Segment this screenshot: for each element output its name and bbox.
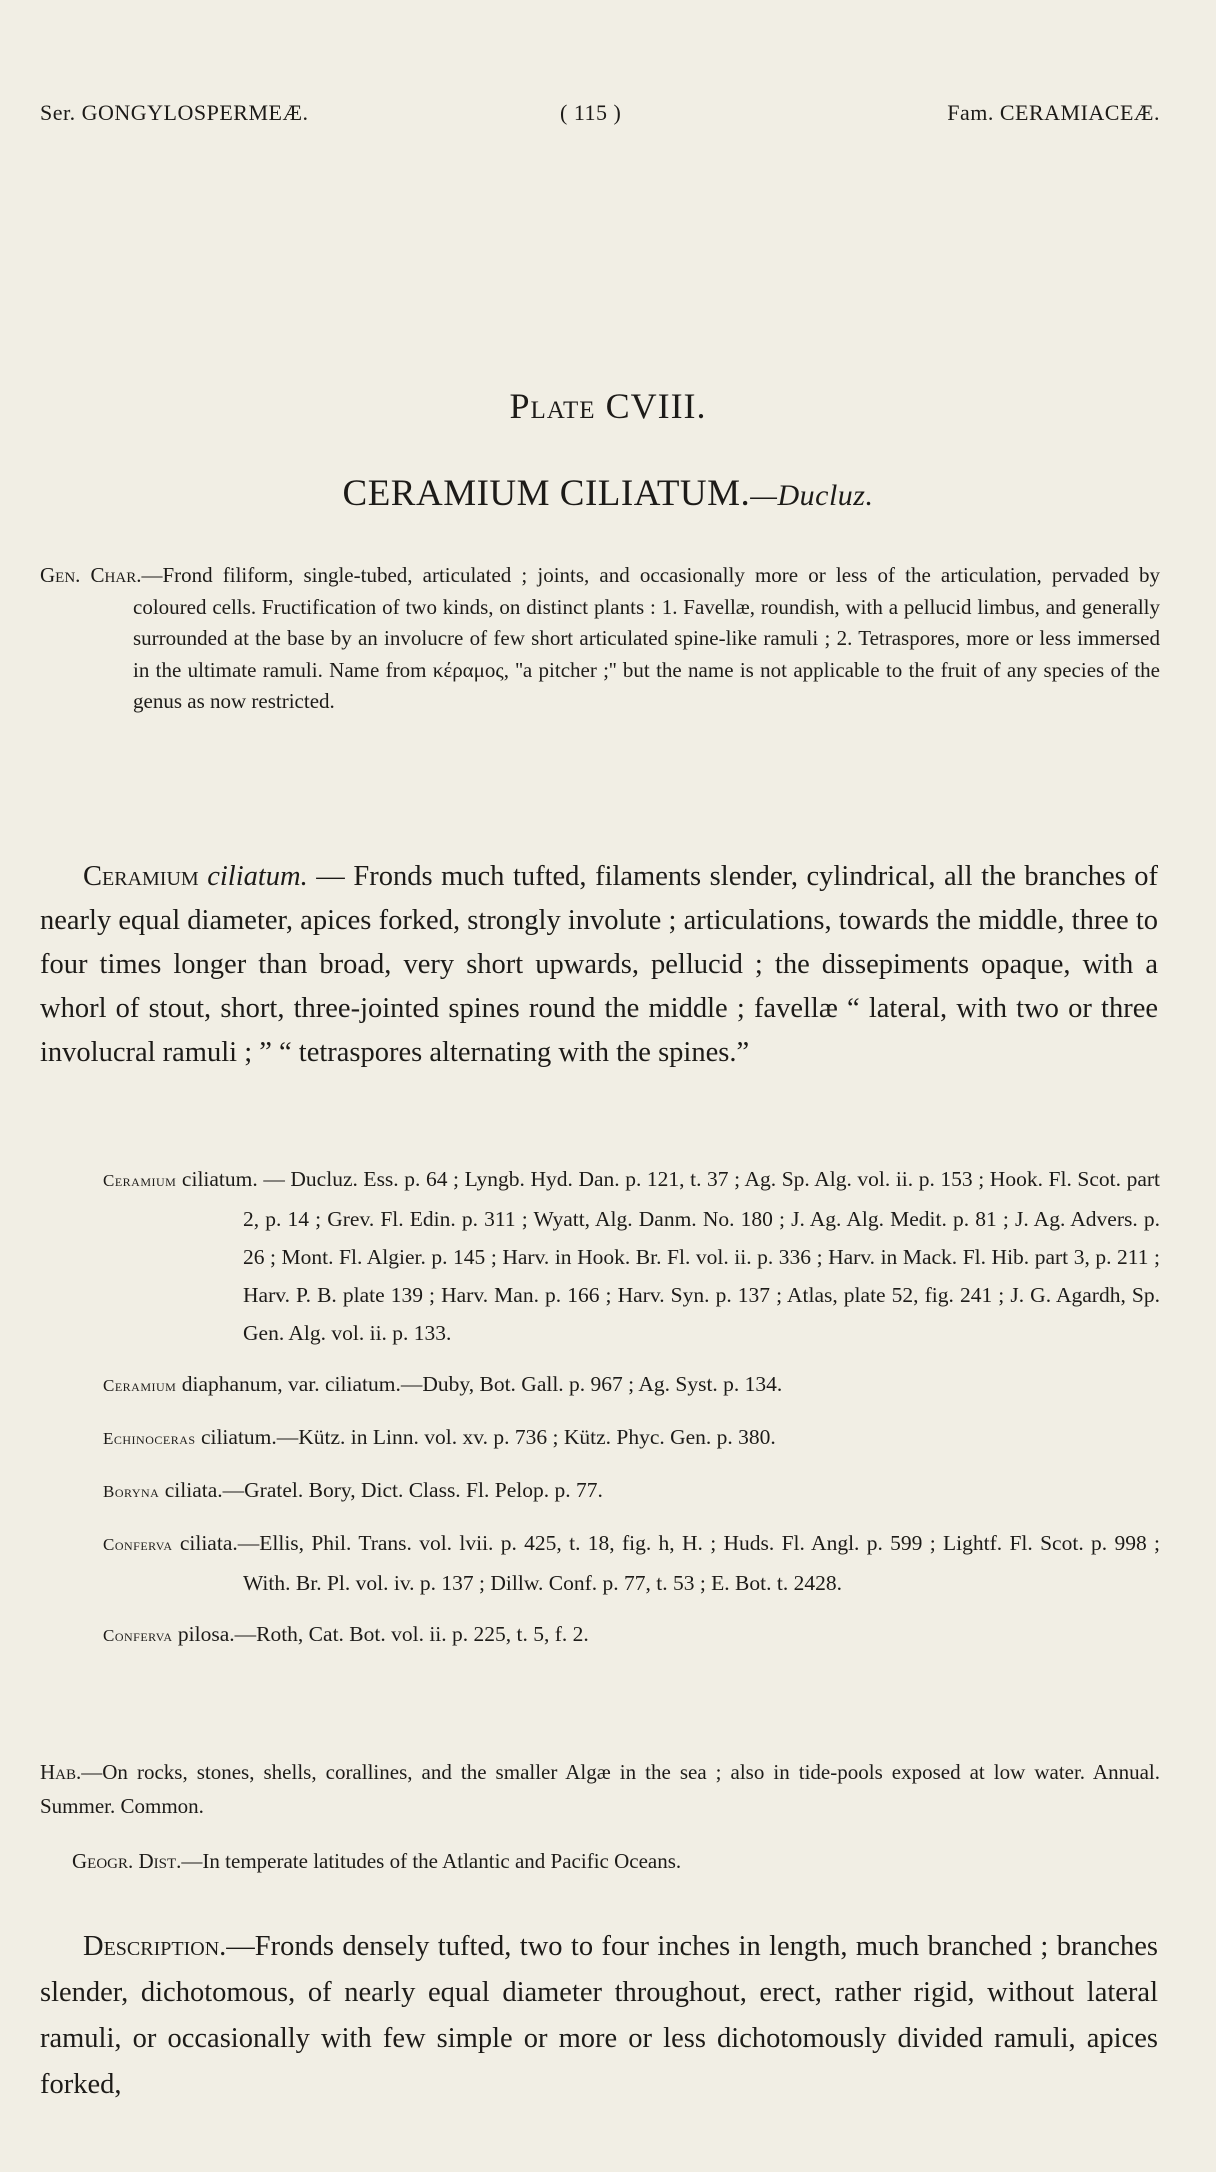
synonym-citation: ciliatum.—Kütz. in Linn. vol. xv. p. 736 ; Kütz. Phyc. Gen. p. 380. — [200, 1425, 776, 1449]
species-diagnosis — [40, 855, 1158, 1075]
synonym-entry — [40, 1471, 1160, 1511]
gen-char-label: Gen. Char. — [40, 563, 142, 587]
synonym-citation: ciliatum. — Ducluz. Ess. p. 64 ; Lyngb. Hyd. Dan. p. 121, t. 37 ; Ag. Sp. Alg. vol. ii. p. 153 ; Hook. Fl. Scot. part 2, p. 14 ; Grev. Fl. Edin. p. 311 ; Wyatt, Alg. Danm. No. 180 ; J. Ag. Alg. Medit. p. 81 ; J. Ag. Advers. p. 26 ; Mont. Fl. Algier. p. 145 ; Harv. in Hook. Br. Fl. vol. ii. p. 336 ; Harv. in Mack. Fl. Hib. part 3, p. 211 ; Harv. P. B. plate 139 ; Harv. Man. p. 166 ; Harv. Syn. p. 137 ; Atlas, plate 52, fig. 241 ; J. G. Agardh, Sp. Gen. Alg. vol. ii. p. 133. — [181, 1167, 1160, 1345]
geographic-distribution — [40, 1844, 1192, 1878]
synonym-genus: Ceramium — [103, 1171, 177, 1190]
synonym-genus: Boryna — [103, 1482, 160, 1501]
header-family: Fam. CERAMIACEÆ. — [947, 100, 1160, 125]
synonym-genus: Echinoceras — [103, 1429, 196, 1448]
diagnosis-text: — Fronds much tufted, filaments slender, cylindrical, all the branches of nearly equal diameter, apices forked, strongly involute ; articulations, towards the middle, three to four times longer than broad, very short upwards, pellucid ; the dissepiments opaque, with a whorl of stout, short, three-jointed spines round the middle ; favellæ “ lateral, with two or three involucral ramuli ; ” “ tetraspores alternating with the spines.” — [40, 861, 1158, 1068]
synonym-entry — [40, 1615, 1160, 1655]
geogr-text: —In temperate latitudes of the Atlantic and Pacific Oceans. — [181, 1849, 682, 1873]
header-series: Ser. GONGYLOSPERMEÆ. — [40, 100, 309, 125]
diagnosis-genus: Ceramium — [83, 861, 199, 892]
description — [40, 1924, 1158, 2108]
habitat-text: —On rocks, stones, shells, corallines, and the smaller Algæ in the sea ; also in tide-pools exposed at low water. Annual. Summer. Common. — [40, 1760, 1160, 1818]
page-number: ( 115 ) — [560, 100, 622, 125]
synonym-citation: pilosa.—Roth, Cat. Bot. vol. ii. p. 225, t. 5, f. 2. — [177, 1622, 589, 1646]
synonym-entry — [40, 1160, 1160, 1352]
description-text: —Fronds densely tufted, two to four inches in length, much branched ; branches slender, dichotomous, of nearly equal diameter throughout, erect, rather rigid, without lateral ramuli, or occasionally with few simple or more or less dichotomously divided ramuli, apices forked, — [40, 1931, 1158, 2100]
synonym-citation: ciliata.—Gratel. Bory, Dict. Class. Fl. Pelop. p. 77. — [164, 1478, 603, 1502]
diagnosis-species: ciliatum. — [207, 861, 308, 892]
synonym-entry — [40, 1365, 1160, 1405]
habitat-label: Hab. — [40, 1760, 82, 1784]
species-authority: —Ducluz. — [750, 479, 874, 512]
synonym-citation: diaphanum, var. ciliatum.—Duby, Bot. Gall. p. 967 ; Ag. Syst. p. 134. — [181, 1372, 783, 1396]
plate-title: Plate CVIII. — [509, 386, 707, 426]
synonym-citation: ciliata.—Ellis, Phil. Trans. vol. lvii. p. 425, t. 18, fig. h, H. ; Huds. Fl. Angl. p. 599 ; Lightf. Fl. Scot. p. 998 ; With. Br. Pl. vol. iv. p. 137 ; Dillw. Conf. p. 77, t. 53 ; E. Bot. t. 2428. — [179, 1531, 1161, 1595]
synonym-entry — [40, 1418, 1160, 1458]
generic-character — [40, 560, 1160, 718]
running-head — [40, 100, 1160, 134]
description-label: Description. — [83, 1931, 227, 1962]
synonymy-list — [40, 1160, 1160, 1668]
synonym-genus: Conferva — [103, 1535, 173, 1554]
synonym-genus: Ceramium — [103, 1376, 177, 1395]
geogr-label: Geogr. Dist. — [72, 1849, 182, 1873]
gen-char-text: —Frond filiform, single-tubed, articulated ; joints, and occasionally more or less of the articulation, pervaded by coloured cells. Fructification of two kinds, on distinct plants : 1. Favellæ, roundish, with a pellucid limbus, and generally surrounded at the base by an involucre of few short articulated spine-like ramuli ; 2. Tetraspores, more or less immersed in the ultimate ramuli. Name from κέραμος, ''a pitcher ;'' but the name is not applicable to the fruit of any species of the genus as now restricted. — [133, 563, 1160, 713]
synonym-genus: Conferva — [103, 1626, 173, 1645]
habitat — [40, 1755, 1160, 1823]
synonym-entry — [40, 1524, 1160, 1602]
species-title — [0, 472, 1216, 515]
species-name: CERAMIUM CILIATUM. — [342, 473, 751, 514]
